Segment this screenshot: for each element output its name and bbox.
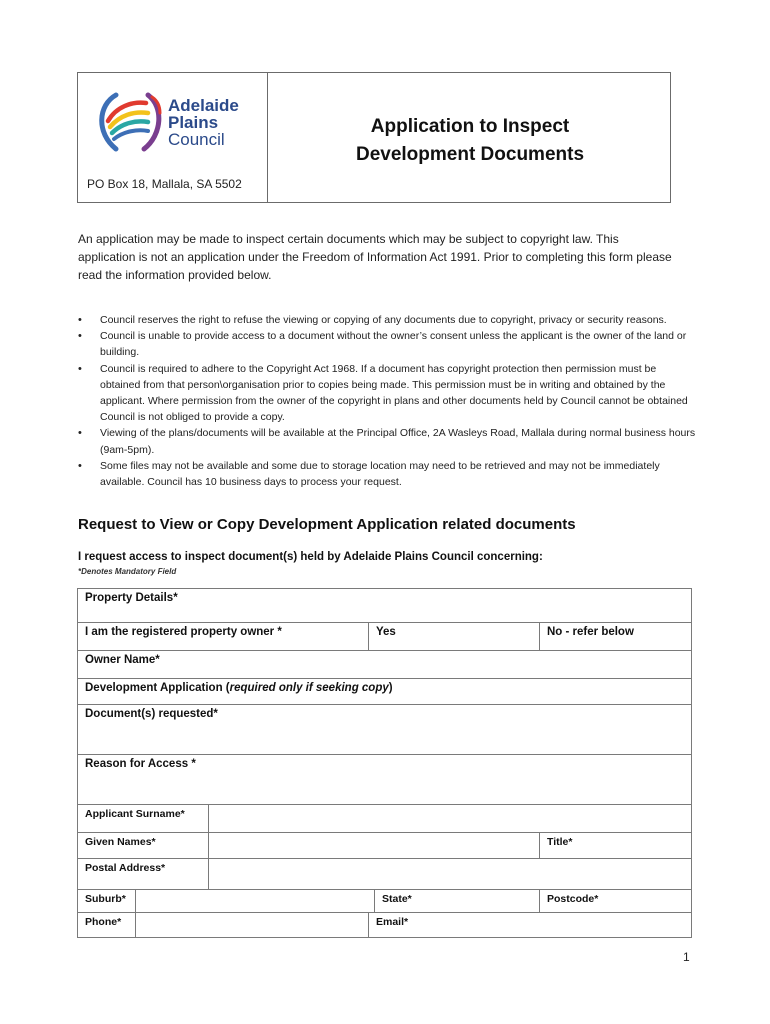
document-title-line1: Application to Inspect xyxy=(370,116,570,137)
condition-item: • Some files may not be available and some due to storage location may need to be retrieved and may not be immediately available. Council has 10 business days to process your request. xyxy=(78,458,698,490)
reason-for-access-label: Reason for Access * xyxy=(85,758,196,770)
application-form xyxy=(77,588,692,938)
state-field[interactable] xyxy=(375,890,540,913)
section-heading: Request to View or Copy Development Application related documents xyxy=(78,516,576,533)
phone-label: Phone* xyxy=(78,913,136,938)
council-logo xyxy=(94,87,259,157)
request-statement: I request access to inspect document(s) held by Adelaide Plains Council concerning: xyxy=(78,551,543,563)
owner-yes-label: Yes xyxy=(376,626,396,638)
postcode-label: Postcode* xyxy=(547,893,599,905)
logo-wordmark xyxy=(168,97,239,148)
registered-owner-label: I am the registered property owner * xyxy=(78,623,369,651)
documents-requested-field[interactable] xyxy=(78,705,692,755)
owner-name-label: Owner Name* xyxy=(85,654,160,666)
header-box xyxy=(77,72,671,203)
owner-yes-option[interactable] xyxy=(369,623,540,651)
email-field[interactable] xyxy=(369,913,692,938)
postcode-field[interactable] xyxy=(540,890,692,913)
document-title xyxy=(268,113,672,169)
reason-for-access-field[interactable] xyxy=(78,755,692,805)
council-logo-icon xyxy=(94,87,166,157)
logo-line-adelaide: Adelaide xyxy=(168,96,239,115)
condition-item: • Council is unable to provide access to a document without the owner’s consent unless the applicant is the owner of the land or building. xyxy=(78,328,698,360)
postal-address-label: Postal Address* xyxy=(78,859,209,890)
dev-app-label: Development Application ( xyxy=(85,682,230,694)
logo-line-council: Council xyxy=(168,130,225,149)
property-details-label: Property Details* xyxy=(85,592,178,604)
suburb-label: Suburb* xyxy=(78,890,136,913)
condition-item: • Council reserves the right to refuse the viewing or copying of any documents due to copyright, privacy or security reasons. xyxy=(78,312,698,328)
dev-app-note: required only if seeking copy xyxy=(229,682,389,694)
applicant-surname-input[interactable] xyxy=(209,805,692,833)
documents-requested-label: Document(s) requested* xyxy=(85,708,218,720)
logo-line-plains: Plains xyxy=(168,113,219,132)
applicant-surname-label: Applicant Surname* xyxy=(78,805,209,833)
title-label: Title* xyxy=(547,836,573,848)
condition-item: • Council is required to adhere to the Copyright Act 1968. If a document has copyright protection then permission must be obtained from that person\organisation prior to copies being made. This permission must be in writing and obtained by the applicant. Where permission from the owner of the copyright in plans and other documents held by Council cannot be obtained Council is not obliged to provide a copy. xyxy=(78,361,698,426)
given-names-label: Given Names* xyxy=(78,833,209,859)
owner-no-label: No - refer below xyxy=(547,626,634,638)
intro-paragraph: An application may be made to inspect certain documents which may be subject to copyright law. This application is not an application under the Freedom of Information Act 1991. Prior to completing this form please read the information provided below. xyxy=(78,232,672,282)
postal-address-input[interactable] xyxy=(209,859,692,890)
condition-item: • Viewing of the plans/documents will be available at the Principal Office, 2A Wasleys Road, Mallala during normal business hours (9am-5pm). xyxy=(78,425,698,457)
email-label: Email* xyxy=(376,916,409,928)
document-title-line2: Development Documents xyxy=(355,144,585,165)
owner-name-field[interactable] xyxy=(78,651,692,679)
phone-input[interactable] xyxy=(136,913,369,938)
title-field[interactable] xyxy=(540,833,692,859)
owner-no-option[interactable] xyxy=(540,623,692,651)
property-details-field[interactable] xyxy=(78,589,692,623)
given-names-input[interactable] xyxy=(209,833,540,859)
development-application-field[interactable] xyxy=(78,679,692,705)
suburb-input[interactable] xyxy=(136,890,375,913)
state-label: State* xyxy=(382,893,412,905)
mandatory-note: *Denotes Mandatory Field xyxy=(78,567,177,576)
dev-app-close: ) xyxy=(388,682,393,694)
po-box-address: PO Box 18, Mallala, SA 5502 xyxy=(87,177,242,191)
page-number: 1 xyxy=(683,950,690,964)
conditions-list xyxy=(78,312,698,490)
